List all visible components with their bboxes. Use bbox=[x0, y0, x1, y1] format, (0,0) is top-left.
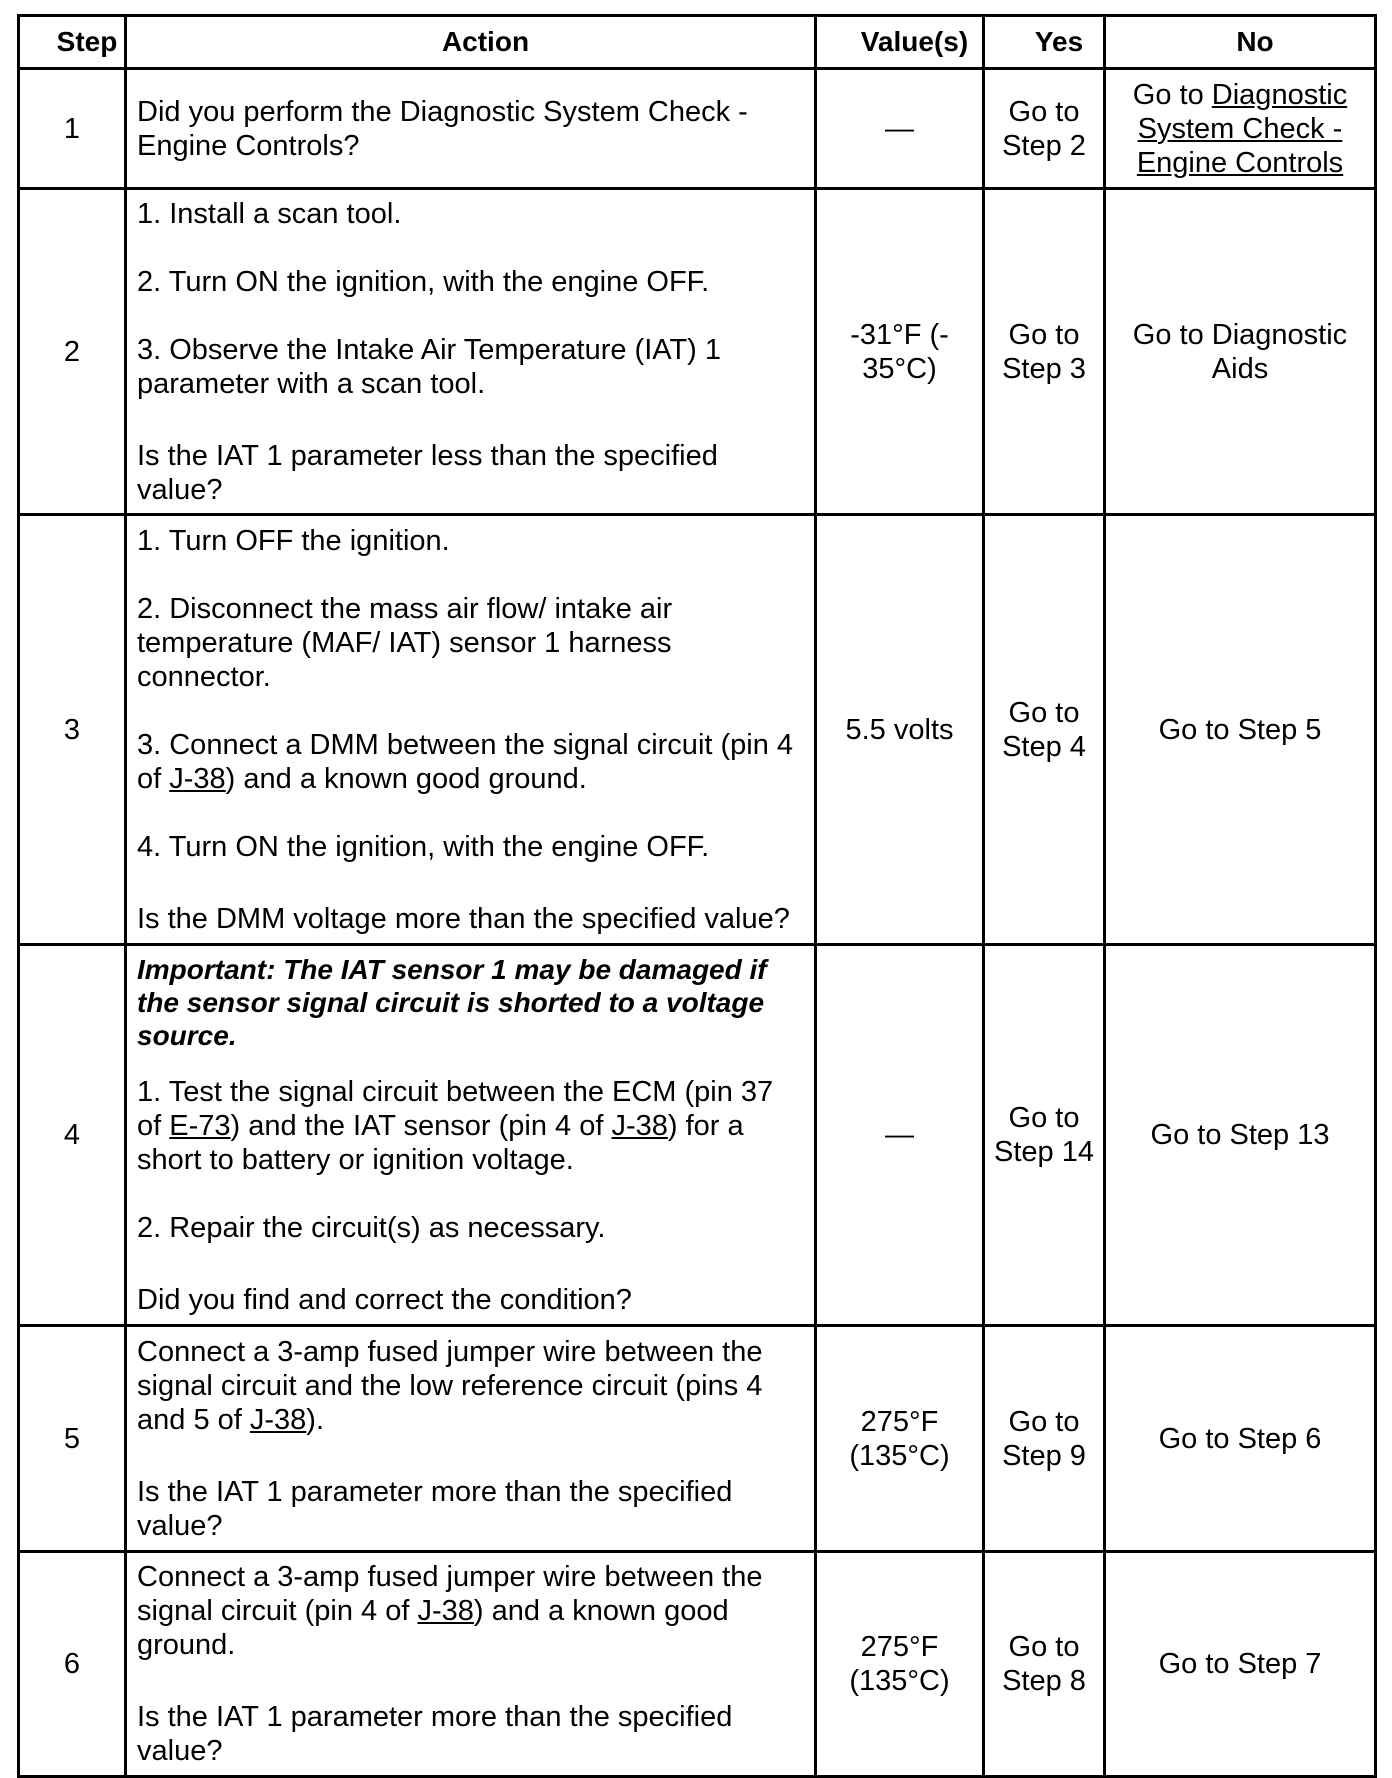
cell-text: Is the DMM voltage more than the specified value? bbox=[137, 902, 790, 935]
action-cell bbox=[126, 1552, 816, 1777]
yes-result: Go to Step 14 bbox=[984, 945, 1105, 1326]
action-paragraph bbox=[137, 1335, 810, 1437]
table-row bbox=[19, 1326, 1376, 1552]
action-paragraph bbox=[137, 333, 810, 401]
yes-result: Go to Step 9 bbox=[984, 1326, 1105, 1552]
cell-text: Go to bbox=[1132, 78, 1212, 111]
reference-link[interactable]: Diagnostic System Check - Engine Controls bbox=[1136, 78, 1348, 179]
no-result bbox=[1105, 189, 1376, 515]
action-paragraph bbox=[137, 1075, 810, 1177]
cell-text: Important: The IAT sensor 1 may be damaged if the sensor signal circuit is shorted to a voltage source. bbox=[137, 954, 767, 1051]
action-paragraph bbox=[137, 830, 810, 864]
value-cell: 275°F (135°C) bbox=[816, 1326, 984, 1552]
table-row bbox=[19, 945, 1376, 1326]
step-number: 1 bbox=[19, 69, 126, 189]
cell-text: Did you perform the Diagnostic System Check - Engine Controls? bbox=[137, 95, 748, 162]
step-number: 2 bbox=[19, 189, 126, 515]
no-header: No bbox=[1105, 16, 1376, 69]
reference-link[interactable]: J-38 bbox=[611, 1110, 668, 1142]
cell-text: 3. Connect a DMM between the signal circuit (pin 4 of bbox=[137, 728, 794, 795]
action-paragraph bbox=[137, 265, 810, 299]
no-result bbox=[1105, 945, 1376, 1326]
step-number: 6 bbox=[19, 1552, 126, 1777]
action-cell bbox=[126, 69, 816, 189]
table-row bbox=[19, 515, 1376, 945]
action-paragraph bbox=[137, 95, 810, 163]
reference-link[interactable]: E-73 bbox=[169, 1110, 231, 1142]
cell-text: 3. Observe the Intake Air Temperature (IAT) 1 parameter with a scan tool. bbox=[137, 333, 722, 400]
cell-text: 2. Turn ON the ignition, with the engine OFF. bbox=[137, 265, 710, 298]
yes-result: Go to Step 3 bbox=[984, 189, 1105, 515]
cell-text: Is the IAT 1 parameter more than the specified value? bbox=[137, 1475, 733, 1542]
cell-text: Go to Step 6 bbox=[1158, 1422, 1322, 1455]
action-paragraph bbox=[137, 728, 810, 796]
value-cell: — bbox=[816, 69, 984, 189]
step-number: 4 bbox=[19, 945, 126, 1326]
cell-text: Go to Step 5 bbox=[1158, 713, 1322, 746]
cell-text: Connect a 3-amp fused jumper wire between the signal circuit (pin 4 of bbox=[137, 1561, 763, 1627]
values-header: Value(s) bbox=[816, 16, 984, 69]
table-header bbox=[19, 16, 1376, 69]
action-cell bbox=[126, 515, 816, 945]
action-paragraph bbox=[137, 1283, 810, 1317]
action-paragraph bbox=[137, 592, 810, 694]
action-paragraph bbox=[137, 1475, 810, 1543]
cell-text: ) and a known good ground. bbox=[137, 1595, 729, 1661]
reference-link[interactable]: J-38 bbox=[249, 1403, 307, 1436]
diagnostic-table bbox=[17, 14, 1377, 1778]
reference-link[interactable]: J-38 bbox=[169, 762, 226, 795]
action-paragraph bbox=[137, 439, 810, 507]
step-header: Step bbox=[19, 16, 126, 69]
header-row bbox=[19, 16, 1376, 69]
cell-text: 1. Turn OFF the ignition. bbox=[137, 524, 450, 557]
cell-text: 1. Install a scan tool. bbox=[137, 197, 402, 230]
cell-text: 2. Disconnect the mass air flow/ intake air temperature (MAF/ IAT) sensor 1 harness connector. bbox=[137, 592, 673, 693]
cell-text: Go to Step 7 bbox=[1158, 1648, 1322, 1680]
no-result bbox=[1105, 1552, 1376, 1777]
table-row bbox=[19, 189, 1376, 515]
cell-text: 2. Repair the circuit(s) as necessary. bbox=[137, 1212, 606, 1244]
table-body bbox=[19, 69, 1376, 1777]
action-cell bbox=[126, 945, 816, 1326]
action-paragraph bbox=[137, 524, 810, 558]
cell-text: Go to Step 13 bbox=[1150, 1119, 1330, 1151]
action-paragraph bbox=[137, 1700, 810, 1768]
cell-text: Is the IAT 1 parameter less than the specified value? bbox=[137, 439, 718, 506]
value-cell: — bbox=[816, 945, 984, 1326]
cell-text: Did you find and correct the condition? bbox=[137, 1284, 632, 1316]
action-paragraph bbox=[137, 197, 810, 231]
cell-text: ) and a known good ground. bbox=[225, 762, 587, 795]
cell-text: Go to Diagnostic Aids bbox=[1132, 318, 1348, 385]
cell-text: ) for a short to battery or ignition voltage. bbox=[137, 1110, 744, 1176]
no-result bbox=[1105, 69, 1376, 189]
yes-result: Go to Step 4 bbox=[984, 515, 1105, 945]
yes-header: Yes bbox=[984, 16, 1105, 69]
value-cell: -31°F (- 35°C) bbox=[816, 189, 984, 515]
step-number: 3 bbox=[19, 515, 126, 945]
action-paragraph bbox=[137, 1560, 810, 1662]
yes-result: Go to Step 2 bbox=[984, 69, 1105, 189]
yes-result: Go to Step 8 bbox=[984, 1552, 1105, 1777]
no-result bbox=[1105, 515, 1376, 945]
table-row bbox=[19, 1552, 1376, 1777]
important-note bbox=[137, 953, 810, 1052]
value-cell: 275°F (135°C) bbox=[816, 1552, 984, 1777]
cell-text: ). bbox=[306, 1403, 325, 1436]
table-row bbox=[19, 69, 1376, 189]
action-cell bbox=[126, 189, 816, 515]
cell-text: ) and the IAT sensor (pin 4 of bbox=[230, 1110, 612, 1142]
action-header: Action bbox=[126, 16, 816, 69]
step-number: 5 bbox=[19, 1326, 126, 1552]
reference-link[interactable]: J-38 bbox=[417, 1595, 474, 1627]
action-paragraph bbox=[137, 1211, 810, 1245]
action-cell bbox=[126, 1326, 816, 1552]
cell-text: Is the IAT 1 parameter more than the specified value? bbox=[137, 1701, 733, 1767]
action-paragraph bbox=[137, 902, 810, 936]
no-result bbox=[1105, 1326, 1376, 1552]
cell-text: Connect a 3-amp fused jumper wire between the signal circuit and the low reference circuit (pins 4 and 5 of bbox=[137, 1335, 763, 1436]
value-cell: 5.5 volts bbox=[816, 515, 984, 945]
cell-text: 1. Test the signal circuit between the ECM (pin 37 of bbox=[137, 1076, 774, 1142]
cell-text: 4. Turn ON the ignition, with the engine OFF. bbox=[137, 830, 710, 863]
